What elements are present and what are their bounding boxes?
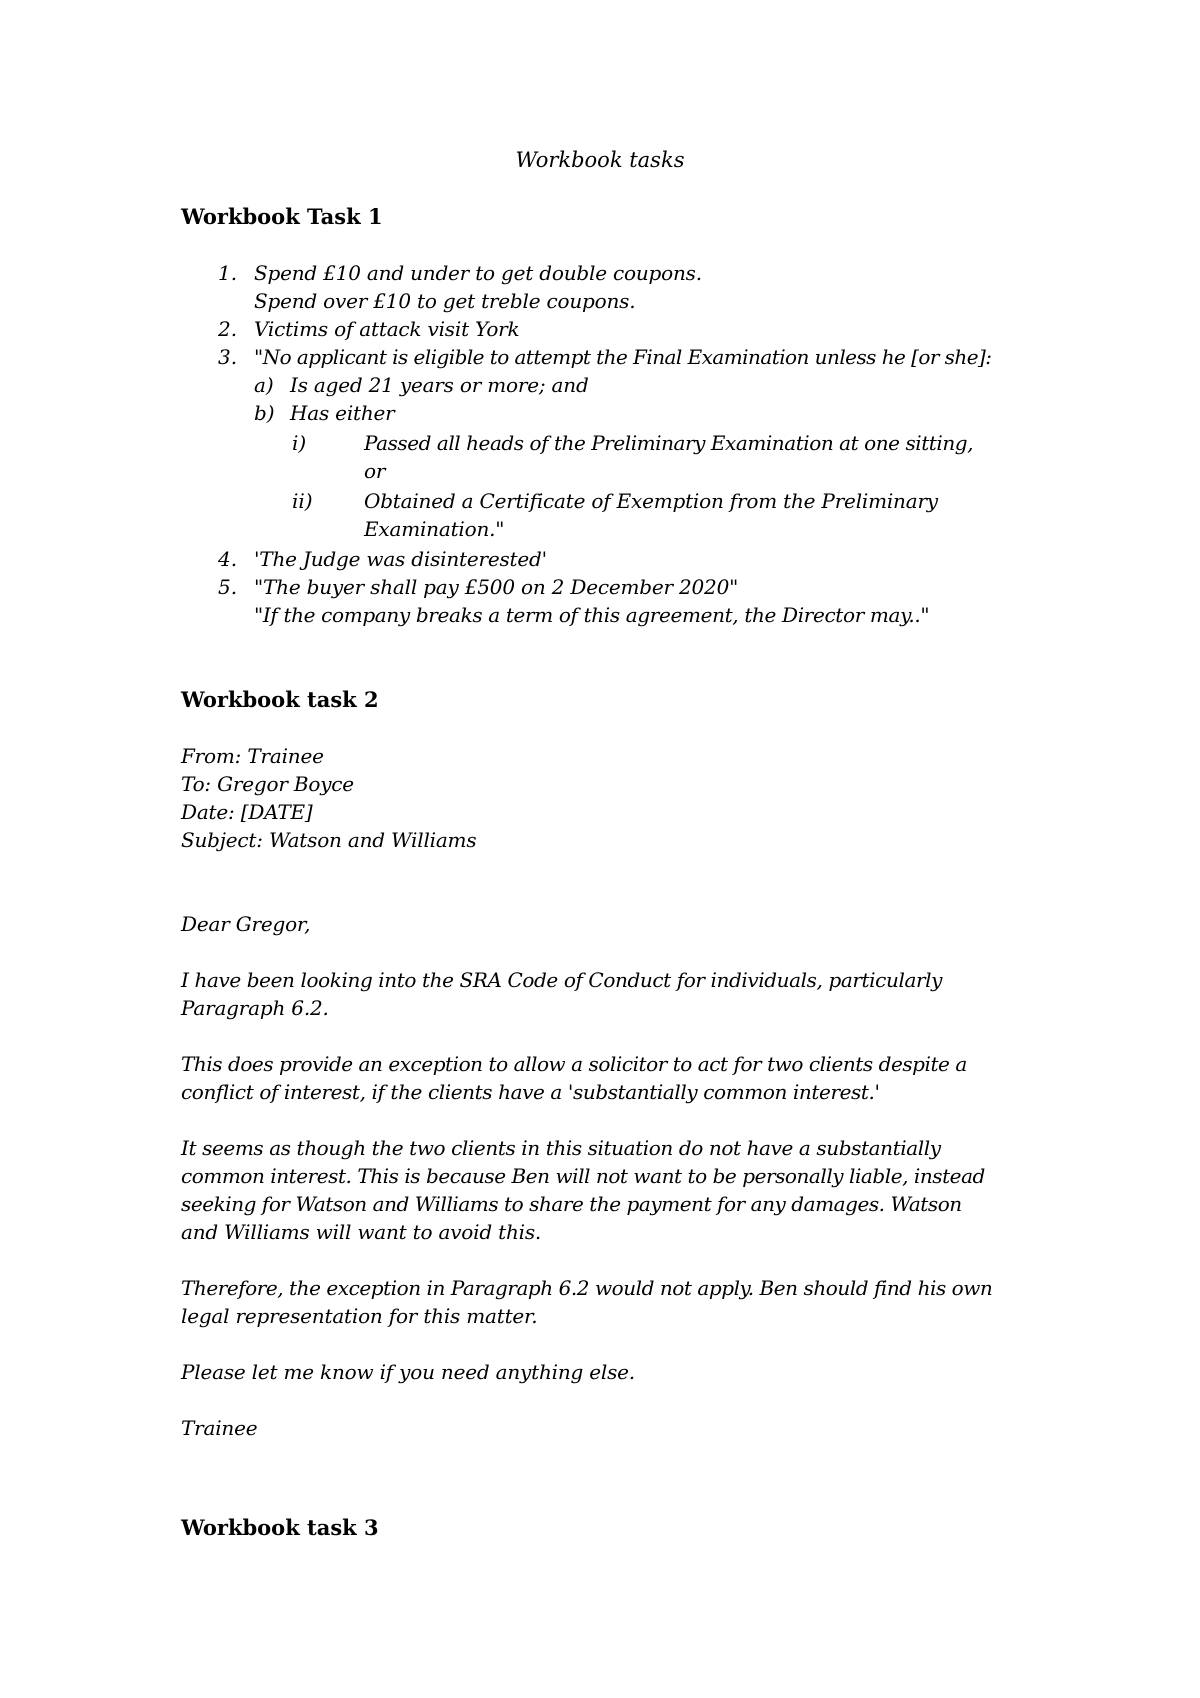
- memo-to: To: Gregor Boyce: [181, 772, 354, 796]
- task-1-heading: Workbook Task 1: [181, 204, 383, 229]
- memo-subject: Subject: Watson and Williams: [181, 828, 477, 852]
- list-marker: 5.: [218, 575, 238, 599]
- list-item-text: Victims of attack visit York: [254, 317, 520, 341]
- paragraph-line: Paragraph 6.2.: [181, 996, 329, 1020]
- list-item-text: Spend £10 and under to get double coupons.: [254, 261, 702, 285]
- task-3-heading: Workbook task 3: [181, 1515, 379, 1540]
- list-item-text: "The buyer shall pay £500 on 2 December 2020": [254, 575, 739, 599]
- list-marker: 2.: [218, 317, 238, 341]
- sub-sub-list-item-text: Examination.": [364, 517, 505, 541]
- list-item-text: 'The Judge was disinterested': [254, 547, 547, 571]
- paragraph-line: and Williams will want to avoid this.: [181, 1220, 542, 1244]
- paragraph-line: Please let me know if you need anything else.: [181, 1360, 635, 1384]
- list-item-text: "No applicant is eligible to attempt the Final Examination unless he [or she]:: [254, 345, 992, 369]
- paragraph-line: This does provide an exception to allow a solicitor to act for two clients despite a: [181, 1052, 967, 1076]
- paragraph-line: legal representation for this matter.: [181, 1304, 538, 1328]
- letter-greeting: Dear Gregor,: [181, 912, 311, 936]
- paragraph-line: Therefore, the exception in Paragraph 6.2 would not apply. Ben should find his own: [181, 1276, 993, 1300]
- memo-date: Date: [DATE]: [181, 800, 313, 824]
- sub-list-marker: a): [254, 373, 274, 397]
- list-marker: 3.: [218, 345, 238, 369]
- paragraph-line: seeking for Watson and Williams to share the payment for any damages. Watson: [181, 1192, 962, 1216]
- list-item-text: Spend over £10 to get treble coupons.: [254, 289, 636, 313]
- paragraph-line: common interest. This is because Ben will not want to be personally liable, instead: [181, 1164, 985, 1188]
- letter-signoff: Trainee: [181, 1416, 258, 1440]
- sub-sub-list-marker: ii): [292, 489, 313, 513]
- paragraph-line: I have been looking into the SRA Code of Conduct for individuals, particularly: [181, 968, 943, 992]
- list-marker: 4.: [218, 547, 238, 571]
- paragraph-line: It seems as though the two clients in this situation do not have a substantially: [181, 1136, 941, 1160]
- memo-from: From: Trainee: [181, 744, 324, 768]
- list-item-text: "If the company breaks a term of this agreement, the Director may..": [254, 603, 930, 627]
- paragraph-line: conflict of interest, if the clients have a 'substantially common interest.': [181, 1080, 880, 1104]
- sub-sub-list-item-text: Obtained a Certificate of Exemption from the Preliminary: [364, 489, 938, 513]
- sub-list-item-text: Has either: [290, 401, 395, 425]
- sub-sub-list-item-text: or: [364, 459, 386, 483]
- sub-sub-list-item-text: Passed all heads of the Preliminary Examination at one sitting,: [364, 431, 974, 455]
- list-marker: 1.: [218, 261, 238, 285]
- sub-list-item-text: Is aged 21 years or more; and: [290, 373, 589, 397]
- document-title: Workbook tasks: [515, 148, 685, 172]
- task-2-heading: Workbook task 2: [181, 687, 379, 712]
- sub-list-marker: b): [254, 401, 275, 425]
- sub-sub-list-marker: i): [292, 431, 307, 455]
